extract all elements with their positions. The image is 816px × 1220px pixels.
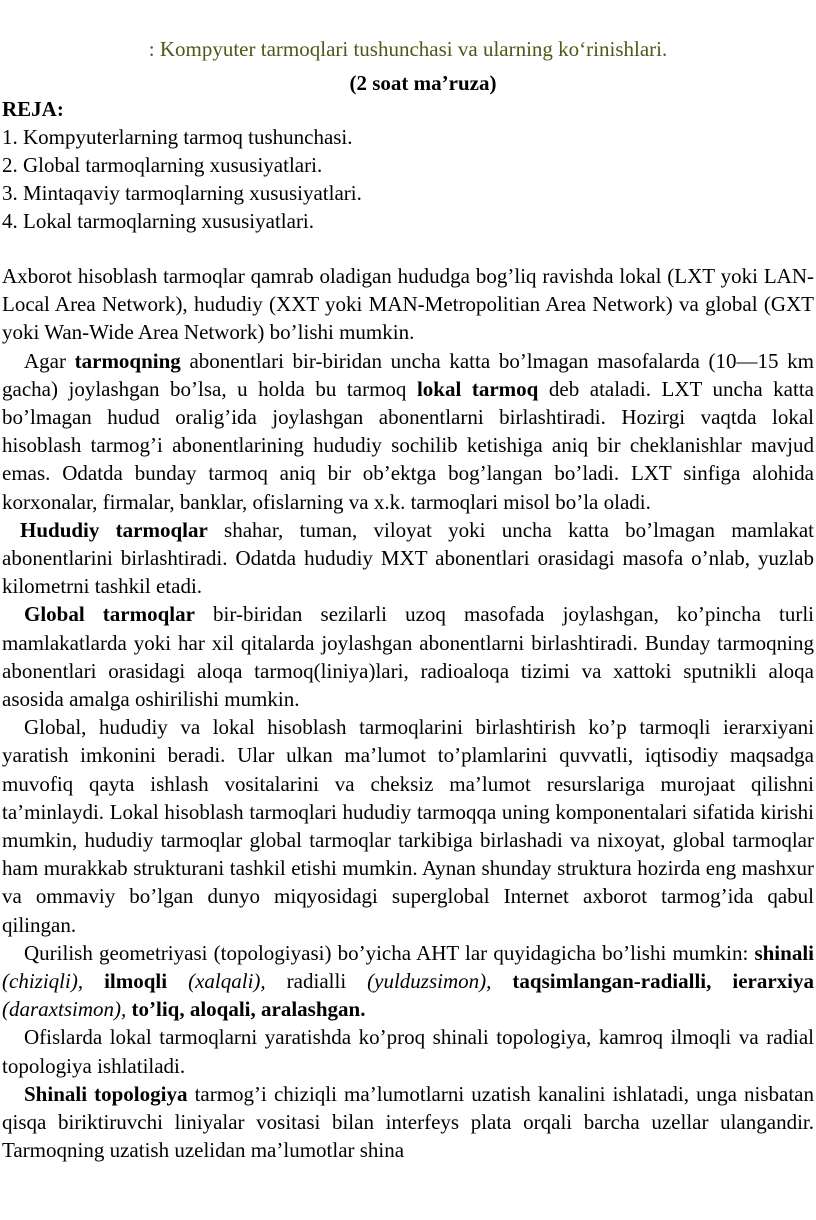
text-run: radialli	[265, 969, 368, 994]
bold-term: Global tarmoqlar	[24, 602, 195, 627]
text-run: abonentlari bir-biridan uncha katta bo’lmagan masofalarda (10—15 km gacha) joylashgan bo’lsa, u holda bu tarmoq	[2, 348, 814, 401]
plan-item: 3. Mintaqaviy tarmoqlarning xususiyatlari.	[2, 181, 362, 205]
paragraph-office: Ofislarda lokal tarmoqlarni yaratishda ko’proq shinali topologiya, kamroq ilmoqli va radial topologiya ishlatiladi.	[2, 1025, 814, 1078]
bold-term: Hududiy tarmoqlar	[20, 517, 208, 542]
plan-item: 4. Lokal tarmoqlarning xususiyatlari.	[2, 209, 315, 233]
bold-term: tarmoqning	[74, 348, 181, 373]
plan-heading: REJA:	[2, 97, 64, 121]
body-text	[2, 262, 814, 1165]
bold-term: lokal tarmoq	[416, 376, 539, 401]
paragraph-intro: Axborot hisoblash tarmoqlar qamrab oladigan hududga bog’liq ravishda lokal (LXT yoki LAN-Local Area Network), hududiy (XXT yoki MAN-Metropolitian Area Network) va global (GXT yoki Wan-Wide Area Network) bo’lishi mumkin.	[2, 264, 814, 345]
paragraph-bus	[2, 1080, 814, 1165]
paragraph-regional	[2, 516, 814, 601]
lecture-title: : Kompyuter tarmoqlari tushunchasi va ularning ko‘rinishlari.	[148, 37, 668, 61]
paragraph-global	[2, 600, 814, 713]
paragraph-hierarchy: Global, hududiy va lokal hisoblash tarmoqlarini birlashtirish ko’p tarmoqli ierarxiyani yaratish imkonini beradi. Ular ulkan ma’lumot to’plamlarini quvvatli, iqtisodiy maqsadga muvofiq qayta ishlash vositalarini va cheksiz ma’lumot resurslariga murojaat qilishni ta’minlaydi. Lokal hisoblash tarmoqlari hududiy tarmoqqa uning komponentalari sifatida kirishi mumkin, hududiy tarmoqlar global tarmoqlar tarkibiga birlashadi va nixoyat, global tarmoqlar ham murakkab strukturani tashkil etishi mumkin. Aynan shunday struktura hozirda eng mashxur va ommaviy bo’lgan dunyo miqyosidagi superglobal Internet axborot tarmog’ida qabul qilingan.	[2, 715, 814, 937]
paragraph-topology	[2, 939, 814, 1024]
text-run: Agar	[24, 348, 75, 373]
bold-term: Shinali topologiya	[24, 1081, 188, 1106]
text-run: bir-biridan sezilarli uzoq masofada joylashgan, ko’pincha turli mamlakatlarda yoki har xil qitalarda joylashgan abonentlarni birlashtiradi. Bunday tarmoqning abonentlari orasidagi aloqa tarmoq(liniya)lari, radioaloqa tizimi va xattoki sputnikli aloqa asosida amalga oshirilishi mumkin.	[2, 602, 814, 712]
lecture-subtitle: (2 soat ma’ruza)	[349, 71, 497, 95]
italic-term: (daraxtsimon),	[2, 997, 127, 1022]
text-run: Qurilish geometriyasi (topologiyasi) bo’yicha AHT lar quyidagicha bo’lishi mumkin:	[24, 940, 755, 965]
italic-term: (chiziqli),	[2, 969, 84, 994]
text-run: shahar, tuman, viloyat yoki uncha katta bo’lmagan mamlakat abonentlarini birlashtiradi. Odatda hududiy MXT abonentlari orasidagi masofa o’nlab, yuzlab kilometrni tashkil etadi.	[2, 517, 815, 599]
bold-term: ilmoqli	[83, 969, 168, 994]
text-run: deb ataladi. LXT uncha katta bo’lmagan hudud oralig’ida joylashgan abonentlarni birlashtiradi. Hozirgi vaqtda lokal hisoblash tarmog’i abonentlarining hududiy sochilib ketishiga aniq bir cheklanishlar mavjud emas. Odatda bunday tarmoq aniq bir ob’ektga bog’langan bo’ladi. LXT sinfiga alohida korxonalar, firmalar, banklar, ofislarning va x.k. tarmoqlari misol bo’la oladi.	[2, 376, 814, 514]
bold-term: to’liq, aloqali, aralashgan.	[126, 997, 366, 1022]
paragraph-local	[2, 347, 814, 516]
italic-term: (xalqali),	[167, 969, 266, 994]
italic-term: (yulduzsimon),	[367, 969, 492, 994]
bold-term: shinali	[754, 940, 814, 965]
bold-term: taqsimlangan-radialli, ierarxiya	[491, 969, 814, 994]
text-run: tarmog’i chiziqli ma’lumotlarni uzatish kanalini ishlatadi, unga nisbatan qisqa biriktiruvchi liniyalar vositasi bilan interfeys plata orqali barcha uzellar ulangandir. Tarmoqning uzatish uzelidan ma’lumotlar shina	[2, 1081, 814, 1163]
plan-item: 1. Kompyuterlarning tarmoq tushunchasi.	[2, 125, 353, 149]
plan-item: 2. Global tarmoqlarning xususiyatlari.	[2, 153, 323, 177]
plan-section	[2, 95, 802, 235]
